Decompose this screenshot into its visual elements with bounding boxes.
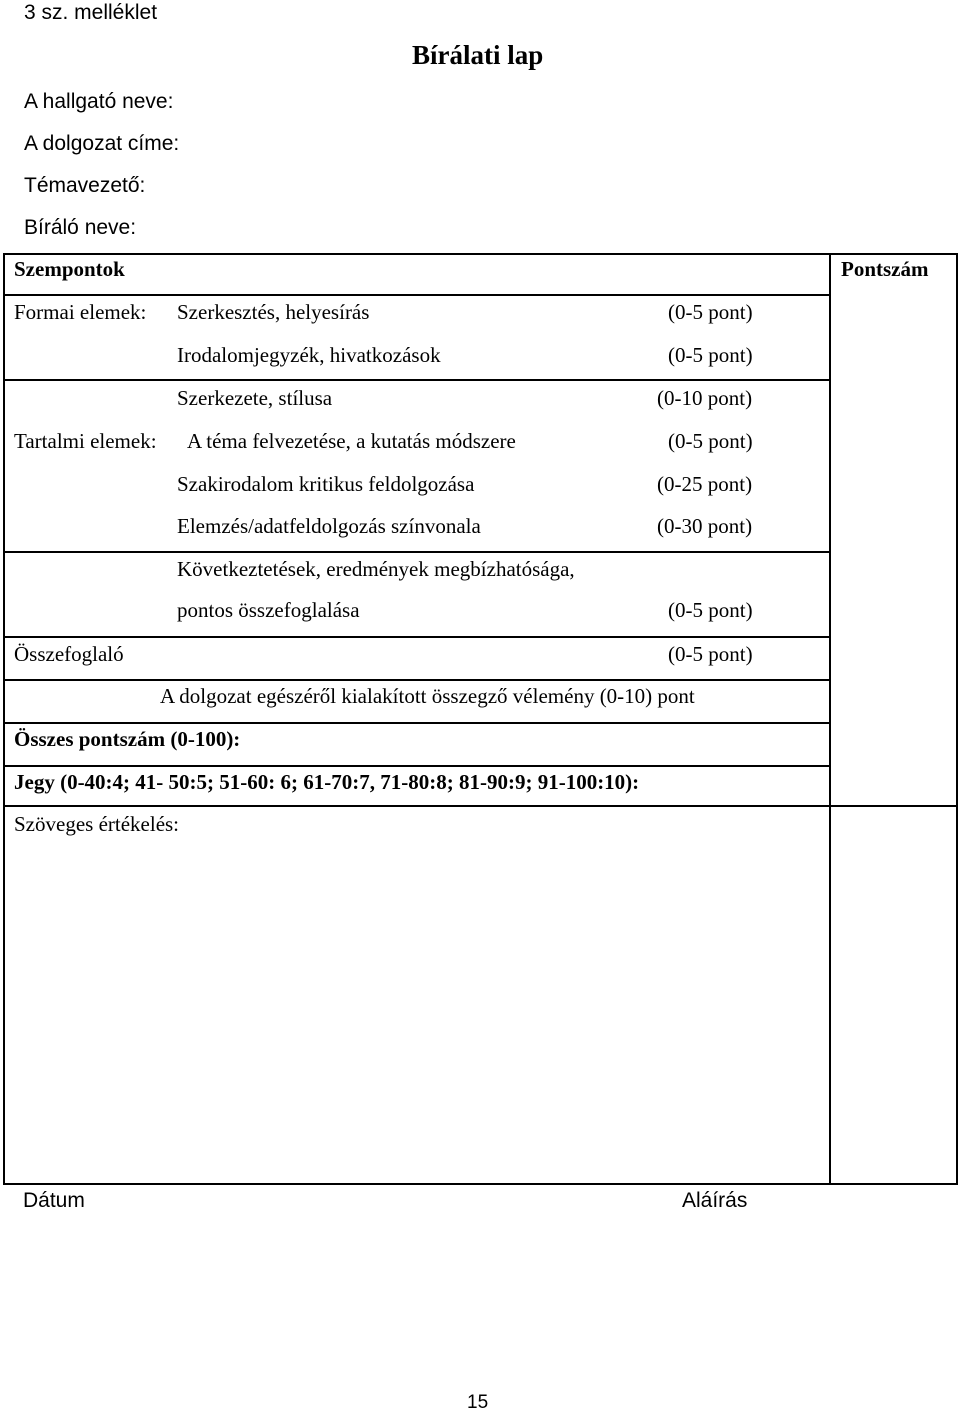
row-divider (3, 636, 831, 638)
row-divider (3, 805, 958, 807)
row-divider (3, 679, 831, 681)
signature-label: Aláírás (682, 1189, 748, 1212)
total-score-label: Összes pontszám (0-100): (14, 727, 241, 751)
criterion-label: Elemzés/adatfeldolgozás színvonala (177, 514, 481, 538)
attachment-label: 3 sz. melléklet (24, 1, 158, 24)
table-border-top (3, 253, 958, 255)
overall-opinion-label: A dolgozat egészéről kialakított összegző vélemény (0-10) pont (160, 684, 695, 708)
row-divider (3, 765, 831, 767)
criteria-header: Szempontok (14, 257, 125, 281)
table-border-bottom (3, 1183, 958, 1185)
table-border-left (3, 253, 5, 1185)
criterion-label: Szerkesztés, helyesírás (177, 300, 370, 324)
criterion-range: (0-5 pont) (668, 429, 753, 453)
criterion-label: Következtetések, eredmények megbízhatósága, (177, 557, 575, 581)
criterion-range: (0-5 pont) (668, 642, 753, 666)
score-header: Pontszám (841, 257, 929, 281)
criterion-label-continued: pontos összefoglalása (177, 598, 360, 622)
criterion-label: Irodalomjegyzék, hivatkozások (177, 343, 441, 367)
score-column-divider (829, 253, 831, 1185)
criterion-range: (0-5 pont) (668, 598, 753, 622)
formal-group-label: Formai elemek: (14, 300, 147, 324)
supervisor-field: Témavezető: (24, 174, 146, 197)
criterion-label: Szerkezete, stílusa (177, 386, 333, 410)
text-evaluation-label: Szöveges értékelés: (14, 812, 180, 836)
row-divider (3, 294, 831, 296)
student-name-field: A hallgató neve: (24, 90, 174, 113)
thesis-title-field: A dolgozat címe: (24, 132, 180, 155)
grade-label: Jegy (0-40:4; 41- 50:5; 51-60: 6; 61-70:7, 71-80:8; 81-90:9; 91-100:10): (14, 770, 640, 794)
row-divider (3, 722, 831, 724)
content-group-label: Tartalmi elemek: (14, 429, 157, 453)
criterion-label: A téma felvezetése, a kutatás módszere (187, 429, 516, 453)
criterion-range: (0-5 pont) (668, 300, 753, 324)
criterion-range: (0-5 pont) (668, 343, 753, 367)
row-divider (3, 379, 831, 381)
document-title: Bírálati lap (412, 40, 544, 70)
criterion-range: (0-25 pont) (657, 472, 753, 496)
criterion-range: (0-10 pont) (657, 386, 753, 410)
date-label: Dátum (23, 1189, 85, 1212)
criterion-label: Szakirodalom kritikus feldolgozása (177, 472, 475, 496)
criterion-range: (0-30 pont) (657, 514, 753, 538)
row-divider (3, 551, 831, 553)
summary-label: Összefoglaló (14, 642, 124, 666)
reviewer-name-field: Bíráló neve: (24, 216, 137, 239)
page-number: 15 (467, 1392, 489, 1413)
table-border-right (956, 253, 958, 1185)
